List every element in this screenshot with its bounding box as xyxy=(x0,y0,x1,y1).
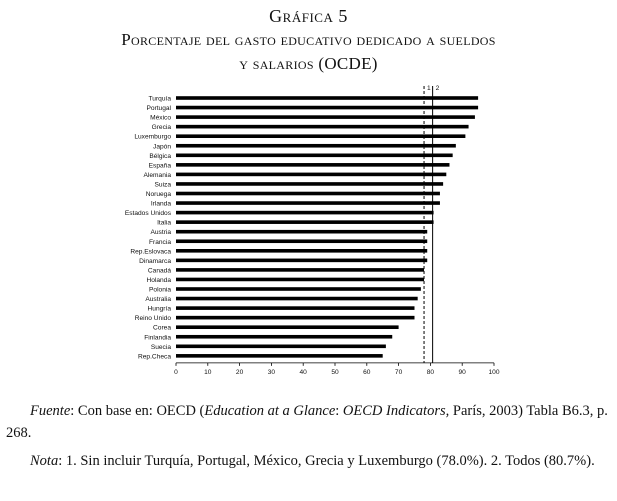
category-label: Canadá xyxy=(147,267,171,275)
bar xyxy=(176,154,453,158)
category-label: Japón xyxy=(153,143,171,151)
note-caption xyxy=(6,450,611,472)
chart-subtitle-line1: Porcentaje del gasto educativo dedicado a sueldos xyxy=(121,30,496,49)
bar xyxy=(176,173,446,177)
category-label: Turquía xyxy=(148,95,171,103)
reference-line-label: 1 xyxy=(427,85,431,92)
source-text-before: : Con base en: OECD ( xyxy=(70,403,205,419)
category-label: Finlandia xyxy=(144,334,171,342)
bar xyxy=(176,297,418,301)
category-label: Polonia xyxy=(149,286,171,294)
category-label: Corea xyxy=(153,324,171,332)
category-label: Hungría xyxy=(147,305,171,313)
x-tick-label: 80 xyxy=(426,368,435,376)
chart-title: Gráfica 5 xyxy=(269,6,348,26)
bar xyxy=(176,115,475,119)
note-label: Nota xyxy=(30,453,59,469)
category-label: Austria xyxy=(150,229,171,237)
category-label: Rep.Eslovaca xyxy=(130,248,171,256)
bar xyxy=(176,230,427,234)
source-mid: : xyxy=(335,403,343,419)
source-label: Fuente xyxy=(30,403,71,419)
reference-line-label: 2 xyxy=(435,85,440,92)
bar xyxy=(176,144,456,148)
bar xyxy=(176,201,440,205)
bar xyxy=(176,125,469,129)
bar xyxy=(176,335,392,339)
category-label: Portugal xyxy=(146,105,171,113)
category-label: Reino Unido xyxy=(134,315,171,323)
category-label: Australia xyxy=(145,296,171,304)
x-tick-label: 30 xyxy=(267,368,276,376)
bar xyxy=(176,192,440,196)
bar xyxy=(176,220,434,224)
category-label: Rep.Checa xyxy=(138,353,171,361)
bar xyxy=(176,316,415,320)
bar xyxy=(176,211,434,215)
x-tick-label: 90 xyxy=(458,368,466,376)
bar xyxy=(176,259,427,263)
category-label: Noruega xyxy=(145,191,171,198)
category-label: Grecia xyxy=(151,124,171,132)
bar xyxy=(176,306,415,310)
bar xyxy=(176,249,427,253)
category-label: Irlanda xyxy=(150,200,171,208)
bar xyxy=(176,325,399,329)
bar xyxy=(176,239,427,243)
category-label: Alemania xyxy=(143,171,171,179)
bar xyxy=(176,287,421,291)
x-tick-label: 10 xyxy=(204,368,212,376)
x-tick-label: 70 xyxy=(394,368,403,376)
bar xyxy=(176,182,443,186)
category-label: Holanda xyxy=(146,276,171,284)
x-tick-label: 0 xyxy=(174,368,178,376)
x-tick-label: 100 xyxy=(488,368,500,376)
category-label: México xyxy=(150,114,171,122)
category-label: Suiza xyxy=(154,181,171,189)
x-tick-label: 40 xyxy=(299,368,307,376)
bar xyxy=(176,278,424,282)
x-tick-label: 60 xyxy=(363,368,371,376)
source-italic-title: Education at a Glance xyxy=(204,403,336,419)
bar xyxy=(176,345,386,349)
bar xyxy=(176,134,465,138)
category-label: Bélgica xyxy=(149,152,171,160)
bar-chart xyxy=(0,80,617,380)
source-caption xyxy=(6,400,611,444)
category-label: Luxemburgo xyxy=(134,133,171,141)
note-text: : 1. Sin incluir Turquía, Portugal, México, Grecia y Luxemburgo (78.0%). 2. Todos (80.7%). xyxy=(58,453,595,469)
x-tick-label: 50 xyxy=(331,368,339,376)
bar xyxy=(176,163,449,167)
category-label: Dinamarca xyxy=(139,257,171,265)
chart-subtitle-line2: y salarios (OCDE) xyxy=(239,54,378,73)
chart-title-block xyxy=(0,0,617,75)
category-label: Suecia xyxy=(150,343,171,351)
category-label: España xyxy=(148,162,171,170)
category-label: Italia xyxy=(157,219,171,227)
bar xyxy=(176,354,383,358)
x-tick-label: 20 xyxy=(235,368,244,376)
source-italic-subtitle: OECD Indicators, xyxy=(342,403,450,419)
source-text-after: París, 2003) Tabla B6.3, p. 268. xyxy=(6,403,608,441)
category-label: Estados Unidos xyxy=(124,210,171,218)
bar xyxy=(176,268,424,272)
category-label: Francia xyxy=(149,238,171,246)
